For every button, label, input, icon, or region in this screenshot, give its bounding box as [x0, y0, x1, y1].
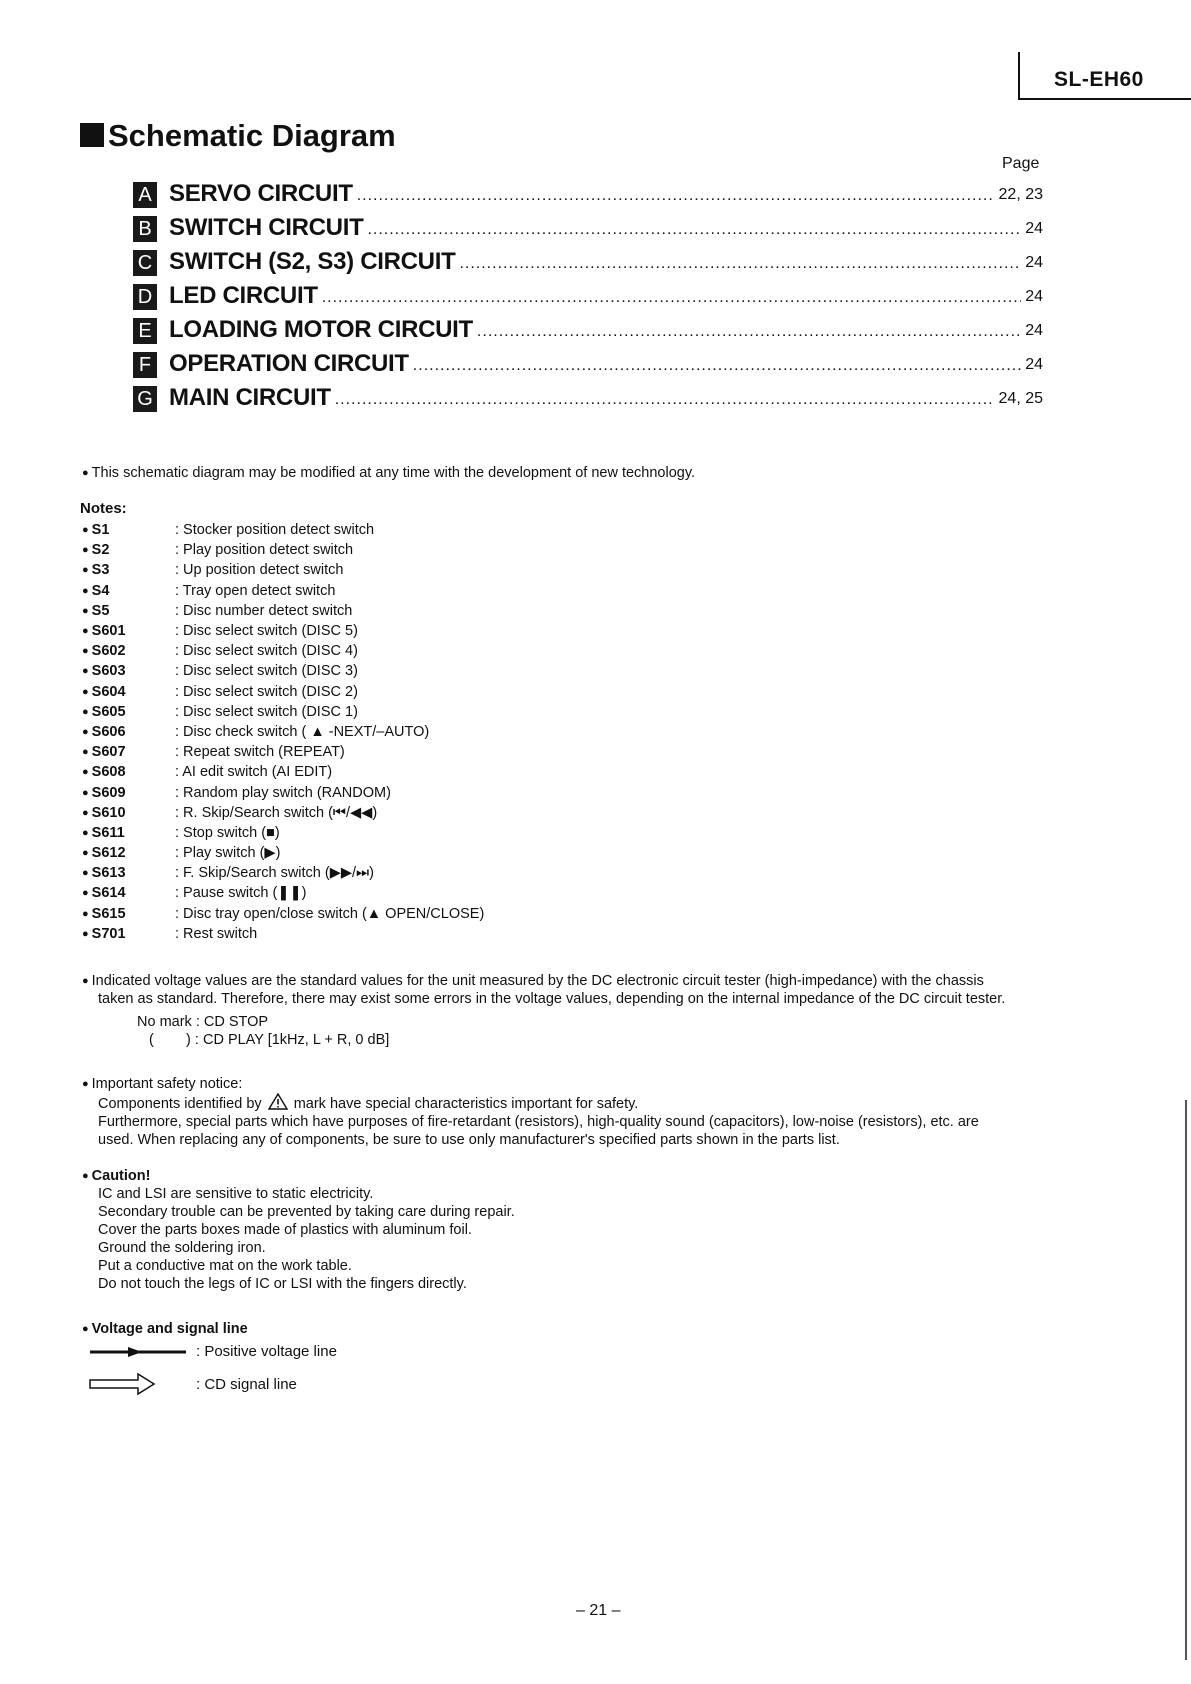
note-desc: : Tray open detect switch [175, 582, 336, 599]
note-key [82, 805, 175, 821]
bullet-icon: ● [82, 806, 89, 819]
caution-heading: Caution! [91, 1168, 151, 1184]
note-key-text: S701 [91, 925, 126, 942]
voltage-note-text: Indicated voltage values are the standard values for the unit measured by the DC electronic circuit tester (high-impedance) with the chassis [91, 973, 984, 989]
toc-letter-badge: C [133, 250, 157, 276]
note-key-text: S611 [91, 824, 125, 841]
note-desc: : Play position detect switch [175, 542, 354, 559]
signal-lines-heading-text: Voltage and signal line [91, 1321, 248, 1337]
note-key-text: S1 [91, 522, 110, 539]
intro-note [82, 464, 695, 482]
toc-row [133, 344, 1043, 378]
safety-heading: Important safety notice: [91, 1076, 243, 1092]
note-row [82, 742, 882, 762]
bullet-icon: ● [82, 975, 89, 987]
note-row [82, 641, 882, 661]
note-row [82, 823, 882, 843]
toc-row [133, 276, 1043, 310]
toc-letter-badge: G [133, 386, 157, 412]
note-desc: : Stocker position detect switch [175, 522, 375, 539]
scan-edge-line [1185, 1100, 1187, 1660]
note-row [82, 520, 882, 540]
toc-page-label: Page [1002, 155, 1040, 172]
note-key [82, 623, 175, 639]
safety-text: mark have special characteristics important for safety. [293, 1096, 639, 1112]
note-key [82, 926, 175, 942]
note-key-text: S607 [91, 744, 126, 761]
note-key [82, 845, 175, 861]
toc-title: SERVO CIRCUIT [169, 180, 353, 207]
note-desc: : Disc number detect switch [175, 602, 353, 619]
note-desc: : Disc select switch (DISC 5) [175, 623, 358, 640]
note-desc: : Play switch (▶) [175, 845, 281, 862]
bullet-icon: ● [82, 604, 89, 617]
safety-text: Components identified by [98, 1096, 262, 1112]
warning-triangle-icon [268, 1093, 288, 1110]
note-key [82, 724, 175, 740]
toc-leader-dots [322, 290, 1022, 306]
toc-letter-badge: D [133, 284, 157, 310]
caution-line: Cover the parts boxes made of plastics with aluminum foil. [98, 1222, 472, 1238]
note-desc: : Stop switch (■) [175, 824, 280, 841]
note-key [82, 825, 175, 841]
note-key [82, 643, 175, 659]
toc-title: SWITCH (S2, S3) CIRCUIT [169, 248, 456, 275]
note-row [82, 661, 882, 681]
toc-letter-badge: A [133, 182, 157, 208]
toc-title: MAIN CIRCUIT [169, 384, 331, 411]
cd-signal-label: : CD signal line [196, 1375, 297, 1393]
toc-row [133, 310, 1043, 344]
note-desc: : Disc select switch (DISC 3) [175, 663, 358, 680]
note-row [82, 803, 882, 823]
bullet-icon: ● [82, 725, 89, 738]
note-key-text: S605 [91, 703, 126, 720]
note-desc: : F. Skip/Search switch (▶▶/⏭) [175, 865, 374, 882]
toc-title: SWITCH CIRCUIT [169, 214, 364, 241]
note-row [82, 843, 882, 863]
note-key [82, 603, 175, 619]
note-key-text: S604 [91, 683, 126, 700]
toc-page: 22, 23 [998, 186, 1043, 203]
toc-page: 24 [1025, 254, 1043, 271]
note-row [82, 904, 882, 924]
bullet-icon: ● [82, 766, 89, 779]
bullet-icon: ● [82, 467, 89, 479]
bullet-icon: ● [82, 705, 89, 718]
toc-title: LED CIRCUIT [169, 282, 318, 309]
note-key [82, 522, 175, 538]
bullet-icon: ● [82, 746, 89, 759]
note-key [82, 865, 175, 881]
paren-legend: ( ) : CD PLAY [1kHz, L + R, 0 dB] [149, 1032, 390, 1048]
positive-voltage-line-icon [88, 1345, 188, 1359]
positive-voltage-legend [88, 1343, 337, 1360]
note-key [82, 542, 175, 558]
voltage-note [82, 972, 1005, 1049]
voltage-note-line [82, 972, 1005, 990]
bullet-icon: ● [82, 625, 89, 638]
note-desc: : AI edit switch (AI EDIT) [175, 764, 333, 781]
bullet-icon: ● [82, 907, 89, 920]
note-key [82, 663, 175, 679]
note-row [82, 782, 882, 802]
bullet-icon: ● [82, 645, 89, 658]
note-key [82, 785, 175, 801]
toc-page: 24 [1025, 322, 1043, 339]
note-row [82, 601, 882, 621]
note-key-text: S5 [91, 602, 110, 619]
voltage-note-line: taken as standard. Therefore, there may exist some errors in the voltage values, depending on the internal impedance of the DC circuit tester. [98, 991, 1006, 1007]
toc-page: 24 [1025, 356, 1043, 373]
note-row [82, 762, 882, 782]
note-key [82, 764, 175, 780]
square-bullet-icon [80, 123, 104, 147]
toc-title: LOADING MOTOR CIRCUIT [169, 316, 473, 343]
note-key [82, 583, 175, 599]
no-mark-legend: No mark : CD STOP [137, 1014, 269, 1030]
note-key-text: S609 [91, 784, 126, 801]
caution-line: IC and LSI are sensitive to static electricity. [98, 1186, 374, 1202]
safety-line: used. When replacing any of components, be sure to use only manufacturer's specified parts shown in the parts list. [98, 1132, 840, 1148]
note-key-text: S613 [91, 865, 126, 882]
note-desc: : Disc tray open/close switch (▲ OPEN/CLOSE) [175, 905, 485, 922]
safety-notice [82, 1075, 979, 1149]
note-desc: : Disc select switch (DISC 2) [175, 683, 358, 700]
note-desc: : Rest switch [175, 925, 258, 942]
note-key-text: S601 [91, 623, 126, 640]
table-of-contents [133, 174, 1043, 412]
note-desc: : Pause switch (❚❚) [175, 885, 307, 902]
note-row [82, 540, 882, 560]
note-key [82, 744, 175, 760]
toc-page: 24 [1025, 220, 1043, 237]
bullet-icon: ● [82, 826, 89, 839]
toc-row [133, 174, 1043, 208]
caution-line: Put a conductive mat on the work table. [98, 1258, 352, 1274]
bullet-icon: ● [82, 1078, 89, 1090]
note-row [82, 722, 882, 742]
note-desc: : R. Skip/Search switch (⏮/◀◀) [175, 804, 378, 821]
toc-letter-badge: E [133, 318, 157, 344]
bullet-icon: ● [82, 887, 89, 900]
note-key-text: S608 [91, 764, 126, 781]
toc-row [133, 378, 1043, 412]
page-title-text: Schematic Diagram [108, 118, 396, 153]
toc-leader-dots [459, 256, 1021, 272]
bullet-icon: ● [82, 665, 89, 678]
intro-text: This schematic diagram may be modified at any time with the development of new technology. [91, 465, 696, 481]
note-key-text: S4 [91, 582, 110, 599]
note-row [82, 682, 882, 702]
note-key-text: S2 [91, 542, 110, 559]
note-key-text: S614 [91, 885, 126, 902]
toc-leader-dots [367, 222, 1021, 238]
caution-line: Do not touch the legs of IC or LSI with the fingers directly. [98, 1276, 467, 1292]
note-row [82, 924, 882, 944]
notes-list [82, 520, 882, 944]
note-row [82, 621, 882, 641]
toc-page: 24, 25 [998, 390, 1043, 407]
caution-block [82, 1167, 515, 1293]
bullet-icon: ● [82, 927, 89, 940]
bullet-icon: ● [82, 786, 89, 799]
positive-voltage-label: : Positive voltage line [196, 1343, 337, 1360]
safety-heading-line [82, 1075, 979, 1093]
toc-leader-dots [335, 392, 995, 408]
model-number: SL-EH60 [1054, 68, 1144, 91]
note-desc: : Disc select switch (DISC 1) [175, 703, 358, 720]
bullet-icon: ● [82, 544, 89, 557]
note-key-text: S3 [91, 562, 110, 579]
note-row [82, 863, 882, 883]
toc-letter-badge: B [133, 216, 157, 242]
page-number: – 21 – [576, 1602, 621, 1619]
note-key-text: S602 [91, 643, 126, 660]
note-row [82, 883, 882, 903]
notes-heading: Notes: [80, 500, 127, 517]
note-key-text: S610 [91, 804, 126, 821]
safety-line: Furthermore, special parts which have purposes of fire-retardant (resistors), high-quality sound (capacitors), low-noise (resistors), etc. are [98, 1114, 979, 1130]
bullet-icon: ● [82, 584, 89, 597]
note-key [82, 684, 175, 700]
toc-leader-dots [413, 358, 1021, 374]
toc-title: OPERATION CIRCUIT [169, 350, 409, 377]
caution-heading-line [82, 1167, 515, 1185]
note-key [82, 906, 175, 922]
toc-leader-dots [477, 324, 1021, 340]
cd-signal-line-icon [88, 1372, 188, 1396]
bullet-icon: ● [82, 524, 89, 537]
note-row [82, 581, 882, 601]
bullet-icon: ● [82, 1170, 89, 1182]
note-row [82, 702, 882, 722]
bullet-icon: ● [82, 1323, 89, 1335]
caution-line: Secondary trouble can be prevented by taking care during repair. [98, 1204, 515, 1220]
toc-row [133, 208, 1043, 242]
note-desc: : Up position detect switch [175, 562, 344, 579]
note-desc: : Random play switch (RANDOM) [175, 784, 391, 801]
toc-page: 24 [1025, 288, 1043, 305]
bullet-icon: ● [82, 867, 89, 880]
cd-signal-legend [88, 1372, 297, 1396]
safety-line [82, 1093, 979, 1113]
bullet-icon: ● [82, 685, 89, 698]
note-key-text: S606 [91, 723, 126, 740]
bullet-icon: ● [82, 564, 89, 577]
caution-line: Ground the soldering iron. [98, 1240, 266, 1256]
toc-letter-badge: F [133, 352, 157, 378]
note-key-text: S615 [91, 905, 126, 922]
toc-leader-dots [357, 188, 995, 204]
model-header [1018, 52, 1191, 100]
note-key [82, 704, 175, 720]
note-key [82, 562, 175, 578]
note-desc: : Disc select switch (DISC 4) [175, 643, 358, 660]
toc-row [133, 242, 1043, 276]
bullet-icon: ● [82, 847, 89, 860]
page-title [80, 118, 396, 154]
note-key-text: S603 [91, 663, 126, 680]
note-row [82, 560, 882, 580]
note-desc: : Repeat switch (REPEAT) [175, 744, 345, 761]
note-key [82, 885, 175, 901]
signal-lines-heading [82, 1320, 248, 1338]
note-desc: : Disc check switch ( ▲ -NEXT/–AUTO) [175, 723, 430, 740]
note-key-text: S612 [91, 845, 126, 862]
